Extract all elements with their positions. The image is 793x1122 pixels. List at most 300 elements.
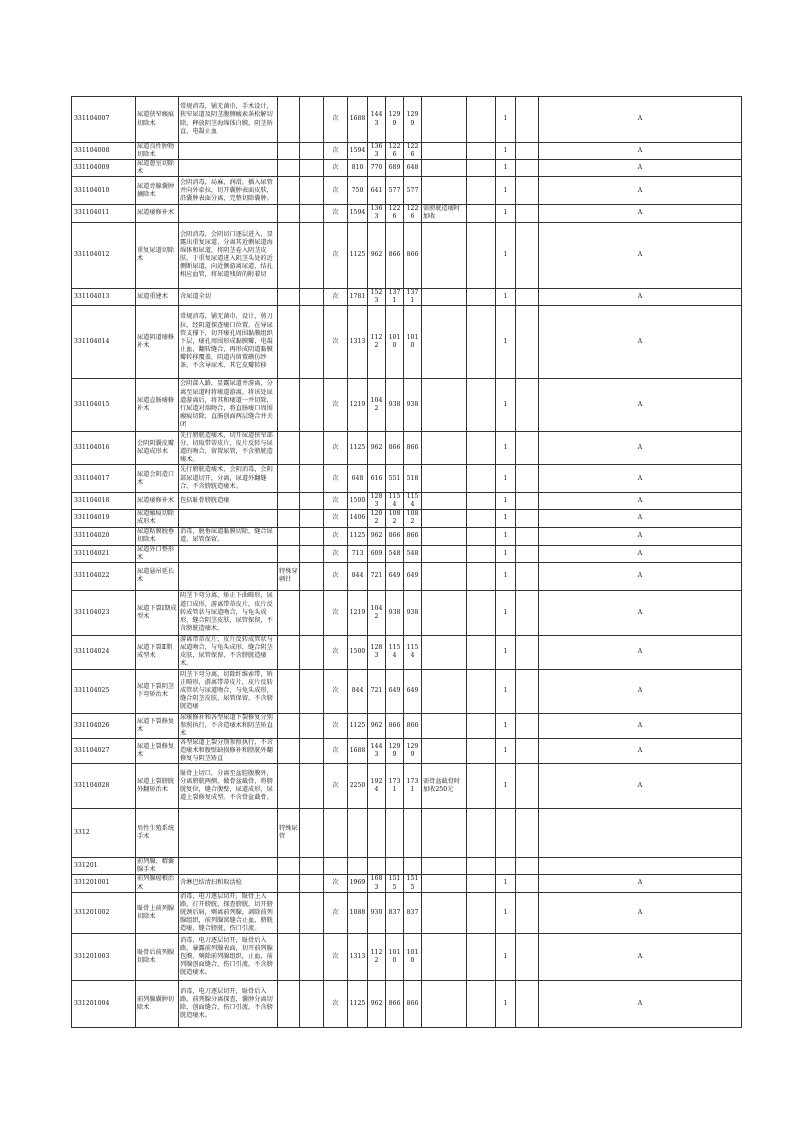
empty-cell [467, 222, 496, 288]
price-level-4-cell [404, 858, 422, 875]
grade-cell: A [539, 934, 742, 981]
item-code-cell: 331201004 [72, 981, 136, 1028]
empty-cell [516, 143, 539, 160]
price-level-2-cell: 1443 [368, 97, 386, 143]
price-level-3-cell: 1154 [386, 493, 404, 510]
empty-cell [467, 205, 496, 222]
price-level-1-cell: 648 [348, 465, 368, 493]
price-level-3-cell: 1154 [386, 635, 404, 669]
ratio-cell: 1 [496, 97, 516, 143]
remark-cell [422, 288, 467, 305]
price-level-4-cell: 938 [404, 378, 422, 431]
remark-cell [422, 875, 467, 892]
item-code-cell: 331104025 [72, 669, 136, 713]
price-level-1-cell: 844 [348, 669, 368, 713]
empty-cell [300, 713, 324, 738]
price-level-1-cell: 1313 [348, 305, 368, 378]
ratio-cell: 1 [496, 590, 516, 635]
item-name-cell: 尿道上裂修复术 [136, 738, 179, 763]
unit-cell: 次 [324, 764, 348, 809]
price-level-3-cell: 1515 [386, 875, 404, 892]
unit-cell: 次 [324, 177, 348, 205]
item-name-cell: 尿道会阴造口术 [136, 465, 179, 493]
item-code-cell: 331104011 [72, 205, 136, 222]
ratio-cell: 1 [496, 875, 516, 892]
ratio-cell: 1 [496, 562, 516, 590]
remark-cell [422, 305, 467, 378]
price-level-4-cell: 1082 [404, 510, 422, 527]
item-code-cell: 331104013 [72, 288, 136, 305]
price-level-2-cell: 1042 [368, 590, 386, 635]
empty-cell [300, 305, 324, 378]
price-level-1-cell: 1406 [348, 510, 368, 527]
price-level-2-cell: 1122 [368, 934, 386, 981]
table-row [72, 222, 742, 288]
unit-cell: 次 [324, 590, 348, 635]
table-row [72, 97, 742, 143]
price-level-1-cell: 1969 [348, 875, 368, 892]
unit-cell: 次 [324, 493, 348, 510]
price-level-2-cell: 1042 [368, 378, 386, 431]
item-code-cell: 331104018 [72, 493, 136, 510]
grade-cell: A [539, 222, 742, 288]
item-content-cell: 先行膀胱造瘘术，切开尿道狭窄部分，切取带蒂皮片，皮片反转与尿道的吻合，留置尿管，不含膀胱造瘘术。 [179, 431, 278, 464]
excluded-items-cell: 特殊穿刺针 [278, 562, 300, 590]
grade-cell: A [539, 981, 742, 1028]
price-level-4-cell: 548 [404, 545, 422, 562]
price-level-2-cell: 962 [368, 713, 386, 738]
grade-cell: A [539, 527, 742, 545]
excluded-items-cell [278, 545, 300, 562]
empty-cell [516, 590, 539, 635]
grade-cell: A [539, 143, 742, 160]
item-content-cell: 先行膀胱造瘘术，会阴消毒，会阴部尿道切开，分离，尿道外翻缝合，不含膀胱造瘘术。 [179, 465, 278, 493]
item-content-cell: 包括耻骨膀胱造瘘 [179, 493, 278, 510]
empty-cell [467, 809, 496, 858]
empty-cell [467, 378, 496, 431]
unit-cell: 次 [324, 305, 348, 378]
empty-cell [516, 981, 539, 1028]
excluded-items-cell [278, 590, 300, 635]
price-level-3-cell: 689 [386, 160, 404, 177]
price-table [71, 96, 742, 1028]
price-level-3-cell: 649 [386, 562, 404, 590]
excluded-items-cell [278, 177, 300, 205]
item-name-cell: 前列腺癌根治术 [136, 875, 179, 892]
ratio-cell [496, 858, 516, 875]
item-content-cell: 阴茎下弯分离，切除纤维索带，矫正畸形，游离带蒂皮片，皮片反转成管状与尿道吻合，与龟头成形，缝合阴茎皮肤，尿管保留，不含膀胱造瘘 [179, 669, 278, 713]
empty-cell [467, 510, 496, 527]
price-level-3-cell: 866 [386, 527, 404, 545]
item-content-cell [179, 160, 278, 177]
unit-cell: 次 [324, 160, 348, 177]
item-name-cell: 尿道粘膜脱垂切除术 [136, 527, 179, 545]
empty-cell [300, 465, 324, 493]
empty-cell [300, 590, 324, 635]
price-level-3-cell: 1226 [386, 143, 404, 160]
empty-cell [300, 858, 324, 875]
item-name-cell: 尿道良性肿物切除术 [136, 143, 179, 160]
empty-cell [516, 713, 539, 738]
remark-cell [422, 177, 467, 205]
price-level-3-cell: 866 [386, 981, 404, 1028]
item-name-cell: 耻骨上前列腺切除术 [136, 892, 179, 933]
table-row [72, 288, 742, 305]
item-code-cell: 331104026 [72, 713, 136, 738]
item-content-cell [179, 205, 278, 222]
price-level-4-cell: 1226 [404, 205, 422, 222]
empty-cell [300, 562, 324, 590]
empty-cell [300, 143, 324, 160]
price-level-1-cell: 1500 [348, 635, 368, 669]
unit-cell: 次 [324, 713, 348, 738]
item-content-cell: 会阴消毒，局麻，润滑，插入尿管并向外牵拉，切开囊肿表面皮肤，沿囊肿表面分离，完整切除囊肿。 [179, 177, 278, 205]
price-level-3-cell [386, 858, 404, 875]
item-code-cell: 331201001 [72, 875, 136, 892]
ratio-cell: 1 [496, 635, 516, 669]
excluded-items-cell: 特殊尿管 [278, 809, 300, 858]
price-level-4-cell: 1154 [404, 493, 422, 510]
empty-cell [516, 305, 539, 378]
unit-cell: 次 [324, 875, 348, 892]
table-row [72, 713, 742, 738]
ratio-cell [496, 809, 516, 858]
item-code-cell: 331104022 [72, 562, 136, 590]
price-level-1-cell: 844 [348, 562, 368, 590]
price-level-1-cell: 1125 [348, 527, 368, 545]
excluded-items-cell [278, 160, 300, 177]
excluded-items-cell [278, 858, 300, 875]
price-level-4-cell: 1226 [404, 143, 422, 160]
remark-cell [422, 590, 467, 635]
item-content-cell [179, 809, 278, 858]
price-level-1-cell: 1688 [348, 97, 368, 143]
item-code-cell: 3312 [72, 809, 136, 858]
price-level-2-cell: 770 [368, 160, 386, 177]
table-row [72, 305, 742, 378]
table-row [72, 205, 742, 222]
empty-cell [467, 493, 496, 510]
item-name-cell: 尿道旁腺囊肿摘除术 [136, 177, 179, 205]
item-code-cell: 331104008 [72, 143, 136, 160]
empty-cell [516, 858, 539, 875]
empty-cell [516, 431, 539, 464]
item-content-cell [179, 510, 278, 527]
price-level-2-cell: 1122 [368, 305, 386, 378]
item-code-cell: 331104028 [72, 764, 136, 809]
unit-cell: 次 [324, 669, 348, 713]
grade-cell: A [539, 892, 742, 933]
item-name-cell: 重复尿道切除术 [136, 222, 179, 288]
excluded-items-cell [278, 431, 300, 464]
price-level-1-cell: 1594 [348, 205, 368, 222]
item-content-cell: 含尿道全切 [179, 288, 278, 305]
grade-cell: A [539, 590, 742, 635]
price-level-4-cell: 1010 [404, 934, 422, 981]
unit-cell: 次 [324, 97, 348, 143]
item-code-cell: 331104021 [72, 545, 136, 562]
grade-cell: A [539, 713, 742, 738]
unit-cell: 次 [324, 892, 348, 933]
price-level-3-cell: 866 [386, 713, 404, 738]
empty-cell [467, 713, 496, 738]
remark-cell [422, 431, 467, 464]
price-level-2-cell: 962 [368, 431, 386, 464]
grade-cell: A [539, 562, 742, 590]
price-level-2-cell: 1363 [368, 143, 386, 160]
empty-cell [516, 510, 539, 527]
table-row [72, 378, 742, 431]
item-code-cell: 331104010 [72, 177, 136, 205]
grade-cell: A [539, 160, 742, 177]
remark-cell [422, 934, 467, 981]
item-content-cell: 游离带蒂皮片，皮片反转成管状与尿道吻合，与龟头成形，缝合阴茎皮肤，尿管保留，不含膀胱造瘘术。 [179, 635, 278, 669]
table-row [72, 858, 742, 875]
grade-cell: A [539, 545, 742, 562]
item-content-cell: 消毒，电刀逐层切开，耻骨上入路，打开膀胱，探查膀胱，切开膀胱颈后唇，剜离前列腺，剥除前列腺组织，前列腺窝缝合止血，膀胱造瘘，缝合膀胱，伤口引流。 [179, 892, 278, 933]
ratio-cell: 1 [496, 713, 516, 738]
empty-cell [467, 527, 496, 545]
empty-cell [467, 590, 496, 635]
empty-cell [467, 858, 496, 875]
table-row [72, 143, 742, 160]
table-row [72, 635, 742, 669]
table-row [72, 934, 742, 981]
remark-cell [422, 527, 467, 545]
empty-cell [300, 378, 324, 431]
price-level-1-cell: 1088 [348, 892, 368, 933]
price-level-2-cell: 1283 [368, 635, 386, 669]
ratio-cell: 1 [496, 892, 516, 933]
excluded-items-cell [278, 205, 300, 222]
price-level-3-cell: 1010 [386, 934, 404, 981]
empty-cell [300, 875, 324, 892]
table-row [72, 764, 742, 809]
empty-cell [467, 97, 496, 143]
empty-cell [516, 934, 539, 981]
price-level-4-cell: 648 [404, 160, 422, 177]
empty-cell [467, 981, 496, 1028]
item-name-cell: 尿道直肠瘘修补术 [136, 378, 179, 431]
price-level-1-cell: 1500 [348, 493, 368, 510]
item-name-cell: 尿道悬吊延长术 [136, 562, 179, 590]
item-content-cell: 会阴消毒，会阴切口逐层进入，显露出重复尿道，分离其近侧尿道海绵体和尿道，将阴茎卷入阴茎皮肤，于重复尿道进入阴茎头处的近侧断尿道，向近侧游离尿道，结扎相应血管，将尿道残留的附着切 [179, 222, 278, 288]
ratio-cell: 1 [496, 177, 516, 205]
empty-cell [516, 205, 539, 222]
price-level-4-cell: 649 [404, 562, 422, 590]
unit-cell: 次 [324, 465, 348, 493]
unit-cell [324, 858, 348, 875]
grade-cell: A [539, 305, 742, 378]
price-level-1-cell: 2250 [348, 764, 368, 809]
grade-cell: A [539, 288, 742, 305]
item-name-cell: 尿道下裂修复术 [136, 713, 179, 738]
remark-cell [422, 97, 467, 143]
table-row [72, 981, 742, 1028]
table-row [72, 177, 742, 205]
price-level-3-cell: 866 [386, 431, 404, 464]
grade-cell: A [539, 635, 742, 669]
remark-cell [422, 465, 467, 493]
empty-cell [300, 635, 324, 669]
unit-cell: 次 [324, 288, 348, 305]
price-level-1-cell: 1688 [348, 738, 368, 763]
excluded-items-cell [278, 981, 300, 1028]
item-code-cell: 331201002 [72, 892, 136, 933]
empty-cell [467, 764, 496, 809]
empty-cell [467, 635, 496, 669]
price-level-1-cell: 713 [348, 545, 368, 562]
table-row [72, 738, 742, 763]
price-level-1-cell: 1125 [348, 431, 368, 464]
remark-cell [422, 892, 467, 933]
remark-cell [422, 858, 467, 875]
remark-cell [422, 160, 467, 177]
item-name-cell: 尿道下裂Ⅱ期成型术 [136, 635, 179, 669]
price-level-2-cell: 962 [368, 527, 386, 545]
excluded-items-cell [278, 635, 300, 669]
price-level-2-cell: 609 [368, 545, 386, 562]
price-level-4-cell: 866 [404, 431, 422, 464]
empty-cell [300, 527, 324, 545]
table-row [72, 465, 742, 493]
grade-cell: A [539, 764, 742, 809]
price-level-3-cell: 1010 [386, 305, 404, 378]
ratio-cell: 1 [496, 764, 516, 809]
remark-cell [422, 510, 467, 527]
ratio-cell: 1 [496, 493, 516, 510]
price-level-4-cell: 866 [404, 222, 422, 288]
ratio-cell: 1 [496, 669, 516, 713]
item-code-cell: 331104017 [72, 465, 136, 493]
empty-cell [467, 545, 496, 562]
empty-cell [467, 875, 496, 892]
ratio-cell: 1 [496, 222, 516, 288]
price-level-4-cell: 1371 [404, 288, 422, 305]
grade-cell: A [539, 738, 742, 763]
grade-cell: A [539, 378, 742, 431]
empty-cell [300, 934, 324, 981]
item-name-cell: 会阴阴囊皮瓣尿道成形术 [136, 431, 179, 464]
excluded-items-cell [278, 465, 300, 493]
empty-cell [300, 981, 324, 1028]
remark-cell [422, 738, 467, 763]
table-row [72, 562, 742, 590]
unit-cell: 次 [324, 545, 348, 562]
empty-cell [516, 738, 539, 763]
price-level-3-cell: 938 [386, 590, 404, 635]
price-level-1-cell: 1125 [348, 713, 368, 738]
item-name-cell: 尿道瘘修补术 [136, 205, 179, 222]
price-level-1-cell: 1594 [348, 143, 368, 160]
table-row [72, 527, 742, 545]
remark-cell [422, 222, 467, 288]
empty-cell [467, 892, 496, 933]
unit-cell: 次 [324, 562, 348, 590]
excluded-items-cell [278, 892, 300, 933]
grade-cell: A [539, 177, 742, 205]
ratio-cell: 1 [496, 510, 516, 527]
price-level-1-cell: 1219 [348, 378, 368, 431]
excluded-items-cell [278, 97, 300, 143]
price-level-2-cell: 641 [368, 177, 386, 205]
empty-cell [467, 738, 496, 763]
price-level-3-cell: 577 [386, 177, 404, 205]
item-name-cell: 尿道瘢痕切除成形术 [136, 510, 179, 527]
price-level-1-cell: 750 [348, 177, 368, 205]
price-level-1-cell [348, 858, 368, 875]
item-name-cell: 耻骨后前列腺切除术 [136, 934, 179, 981]
excluded-items-cell [278, 934, 300, 981]
item-content-cell: 含淋巴结清扫和取活检 [179, 875, 278, 892]
price-level-4-cell: 1731 [404, 764, 422, 809]
price-level-2-cell: 1924 [368, 764, 386, 809]
item-content-cell: 会阴部入路，显露尿道并游离，分离至尿道时将瘘道游离，将该处尿道游离后，将其和瘘道一并切除，行尿道对端吻合，将直肠瘘口周围瘢痕切除，直肠创面两层缝合并关闭 [179, 378, 278, 431]
ratio-cell: 1 [496, 378, 516, 431]
empty-cell [516, 669, 539, 713]
unit-cell: 次 [324, 934, 348, 981]
grade-cell: A [539, 875, 742, 892]
unit-cell [324, 809, 348, 858]
item-code-cell: 331104012 [72, 222, 136, 288]
remark-cell: 需膀胱造瘘时加收 [422, 205, 467, 222]
table-row [72, 590, 742, 635]
item-code-cell: 331104015 [72, 378, 136, 431]
price-level-2-cell: 962 [368, 981, 386, 1028]
empty-cell [467, 305, 496, 378]
price-level-3-cell: 649 [386, 669, 404, 713]
price-level-4-cell: 938 [404, 590, 422, 635]
item-code-cell: 331104009 [72, 160, 136, 177]
price-level-4-cell: 866 [404, 981, 422, 1028]
price-level-1-cell [348, 809, 368, 858]
empty-cell [516, 892, 539, 933]
item-name-cell: 尿道外口整形术 [136, 545, 179, 562]
price-level-4-cell: 1515 [404, 875, 422, 892]
item-name-cell: 尿道上裂膀胱外翻矫治术 [136, 764, 179, 809]
price-level-2-cell [368, 858, 386, 875]
price-level-3-cell: 1731 [386, 764, 404, 809]
price-level-4-cell: 1010 [404, 305, 422, 378]
remark-cell [422, 713, 467, 738]
ratio-cell: 1 [496, 981, 516, 1028]
table-row [72, 669, 742, 713]
unit-cell: 次 [324, 205, 348, 222]
item-name-cell: 尿道下裂阴茎下弯矫治术 [136, 669, 179, 713]
empty-cell [300, 97, 324, 143]
unit-cell: 次 [324, 431, 348, 464]
item-name-cell: 尿道憩室切除术 [136, 160, 179, 177]
item-content-cell: 消毒，脱垂尿道黏膜切除，缝合尿道，尿管保留。 [179, 527, 278, 545]
remark-cell: 需骨盆截骨时加收250元 [422, 764, 467, 809]
remark-cell [422, 378, 467, 431]
table-row [72, 545, 742, 562]
excluded-items-cell [278, 493, 300, 510]
item-name-cell: 前列腺囊肿切除术 [136, 981, 179, 1028]
table-body [72, 97, 742, 1028]
ratio-cell: 1 [496, 527, 516, 545]
price-level-2-cell: 1523 [368, 288, 386, 305]
grade-cell [539, 858, 742, 875]
empty-cell [516, 764, 539, 809]
remark-cell [422, 143, 467, 160]
excluded-items-cell [278, 305, 300, 378]
price-level-4-cell: 1299 [404, 97, 422, 143]
item-content-cell: 各型尿道上裂分别参照执行，不含造瘘术和腹壁缺损修补和膀胱外翻修复与阴茎矫直 [179, 738, 278, 763]
empty-cell [516, 222, 539, 288]
price-level-4-cell: 837 [404, 892, 422, 933]
price-level-4-cell: 518 [404, 465, 422, 493]
